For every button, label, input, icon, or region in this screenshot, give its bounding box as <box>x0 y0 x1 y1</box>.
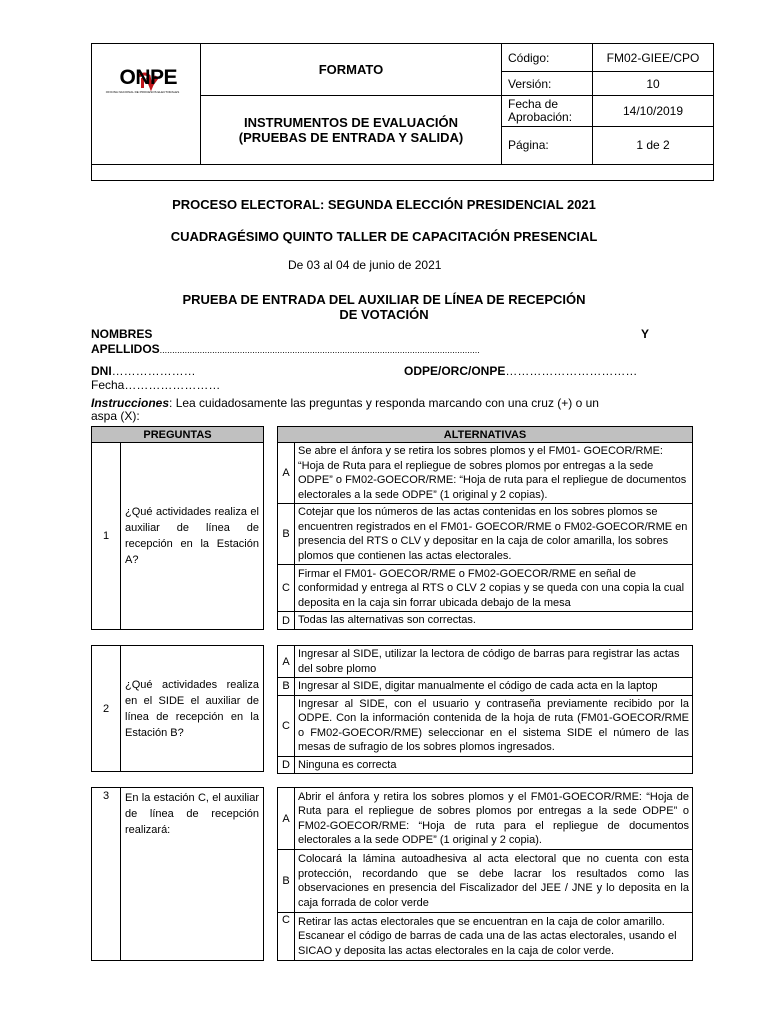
question-3 <box>91 787 264 961</box>
option-letter[interactable]: B <box>278 504 295 565</box>
option-letter[interactable]: C <box>278 912 295 960</box>
fechas-text: De 03 al 04 de junio de 2021 <box>288 258 442 272</box>
question-3-alternatives <box>277 787 693 961</box>
fecha-aprobacion-label <box>502 96 593 126</box>
option-letter[interactable]: A <box>278 788 295 850</box>
dni-field[interactable] <box>91 364 196 378</box>
option-text: Ingresar al SIDE, digitar manualmente el código de cada acta en la laptop <box>295 678 693 696</box>
fecha-label: Fecha <box>91 378 125 392</box>
option-text: Abrir el ánfora y retira los sobres plomos y el FM01-GOECOR/RME: “Hoja de Ruta para el repliegue de sobres plomos por entregas a la sede ODPE” o FM02-GOECOR/RME: “Hoja de ruta para el repliegue de documentos electorales a la sede ODPE” (1 original y 2 copia). <box>295 788 693 850</box>
option-letter[interactable]: D <box>278 756 295 774</box>
prueba-title-line2: DE VOTACIÓN <box>339 307 429 322</box>
alternativas-header <box>277 426 693 443</box>
option-letter[interactable]: A <box>278 443 295 504</box>
preguntas-header <box>91 426 264 443</box>
formato-title: FORMATO <box>201 44 502 96</box>
document-title <box>201 96 502 164</box>
instructions <box>91 397 651 423</box>
instructions-label: Instrucciones <box>91 396 170 410</box>
question-number: 1 <box>92 443 121 630</box>
odpe-label: ODPE/ORC/ONPE <box>404 364 506 378</box>
question-number: 3 <box>92 788 121 961</box>
fecha-blank: …………………… <box>124 378 221 392</box>
option-text: Se abre el ánfora y se retira los sobres plomos y el FM01- GOECOR/RME: “Hoja de Ruta para el repliegue de sobres plomos por entregas a la sede ODPE” o FM02-GOECOR/RME: “Hoja de ruta para el repliegue de documentos electorales a la sede ODPE” (1 original y 2 copias). <box>295 443 693 504</box>
odpe-field[interactable] <box>404 364 637 378</box>
option-text: Ninguna es correcta <box>295 756 693 774</box>
proceso-title: PROCESO ELECTORAL: SEGUNDA ELECCIÓN PRESIDENCIAL 2021 <box>172 197 596 212</box>
option-text: Ingresar al SIDE, utilizar la lectora de código de barras para registrar las actas del sobre plomo <box>295 646 693 678</box>
option-letter[interactable]: A <box>278 646 295 678</box>
fecha-label-line1: Fecha de <box>508 96 559 111</box>
question-text: ¿Qué actividades realiza en el SIDE el auxiliar de línea de recepción en la Estación B? <box>121 646 264 772</box>
logo-subtext: OFICINA NACIONAL DE PROCESOS ELECTORALES <box>105 89 180 94</box>
document-title-line2: (PRUEBAS DE ENTRADA Y SALIDA) <box>238 130 464 146</box>
logo-text: ONPE <box>119 65 178 89</box>
y-label: Y <box>641 327 650 341</box>
option-text: Colocará la lámina autoadhesiva al acta electoral que no cuenta con esta protección, recordando que se debe lacrar los resultados como las observaciones en presencia del Fiscalizador del JEE / JNE y lo deposita en la caja forrada de color verde <box>295 850 693 912</box>
version-value: 10 <box>593 72 714 96</box>
question-1 <box>91 442 264 630</box>
alternativas-column-header: ALTERNATIVAS <box>278 427 693 443</box>
apellidos-label: APELLIDOS <box>91 342 160 356</box>
pagina-label: Página: <box>502 126 593 164</box>
codigo-label: Código: <box>502 44 593 72</box>
odpe-blank: …………………………… <box>505 364 638 378</box>
codigo-value: FM02-GIEE/CPO <box>593 44 714 72</box>
pagina-value: 1 de 2 <box>593 126 714 164</box>
option-text: Retirar las actas electorales que se encuentran en la caja de color amarillo. Escanear el código de barras de cada una de las actas electorales, usando el SICAO y deposita las actas electorales en la caja de color verde. <box>295 912 693 960</box>
prueba-title-line1: PRUEBA DE ENTRADA DEL AUXILIAR DE LÍNEA DE RECEPCIÓN <box>182 292 586 307</box>
prueba-title <box>0 292 768 322</box>
header-spacer-row <box>92 164 714 180</box>
dni-label: DNI <box>91 364 112 378</box>
option-letter[interactable]: D <box>278 612 295 630</box>
instructions-text-1: : Lea cuidadosamente las preguntas y responda marcando con una cruz (+) o un <box>169 396 599 410</box>
document-header <box>91 43 714 181</box>
option-letter[interactable]: C <box>278 565 295 612</box>
question-text: En la estación C, el auxiliar de línea de recepción realizará: <box>121 788 264 961</box>
question-number: 2 <box>92 646 121 772</box>
question-1-alternatives <box>277 442 693 630</box>
nombres-label: NOMBRES <box>91 327 153 341</box>
logo-cell <box>92 44 201 165</box>
option-letter[interactable]: B <box>278 850 295 912</box>
option-text: Cotejar que los números de las actas contenidas en los sobres plomos se encuentren registrados en el FM01- GOECOR/RME o FM02-GOECOR/RME en presencia del RTS o CLV y depositar en la caja de color amarilla, los sobres plomos que contienen las actas electorales. <box>295 504 693 565</box>
fecha-field[interactable] <box>91 378 220 392</box>
taller-title: CUADRAGÉSIMO QUINTO TALLER DE CAPACITACIÓN PRESENCIAL <box>170 229 598 244</box>
question-2-alternatives <box>277 645 693 774</box>
dni-blank: ………………… <box>111 364 196 378</box>
apellidos-field[interactable] <box>91 342 480 356</box>
question-text: ¿Qué actividades realiza el auxiliar de línea de recepción en la Estación A? <box>121 443 264 630</box>
option-letter[interactable]: C <box>278 695 295 756</box>
preguntas-column-header: PREGUNTAS <box>92 427 264 443</box>
question-2 <box>91 645 264 772</box>
option-text: Ingresar al SIDE, con el usuario y contraseña previamente recibido por la ODPE. Con la información contenida de la hoja de ruta (FM01-GOECOR/RME o FM02-GOECOR/RME) seleccionar en el sistema SIDE el número de las mesas de sufragio de los sobres plomos ingresados. <box>295 695 693 756</box>
fecha-aprobacion-value: 14/10/2019 <box>593 96 714 126</box>
document-title-line1: INSTRUMENTOS DE EVALUACIÓN <box>243 115 459 131</box>
option-text: Firmar el FM01- GOECOR/RME o FM02-GOECOR/RME en señal de conformidad y entrega al RTS o CLV 2 copias y se queda con una copia la cual deposita en la caja sin forrar ubicada debajo de la mesa <box>295 565 693 612</box>
option-text: Todas las alternativas son correctas. <box>295 612 693 630</box>
option-letter[interactable]: B <box>278 678 295 696</box>
apellidos-blank: ................................................................................................................................ <box>159 345 480 355</box>
instructions-text-2: aspa (X): <box>91 409 140 423</box>
version-label: Versión: <box>502 72 593 96</box>
fecha-label-line2: Aprobación: <box>508 109 573 124</box>
